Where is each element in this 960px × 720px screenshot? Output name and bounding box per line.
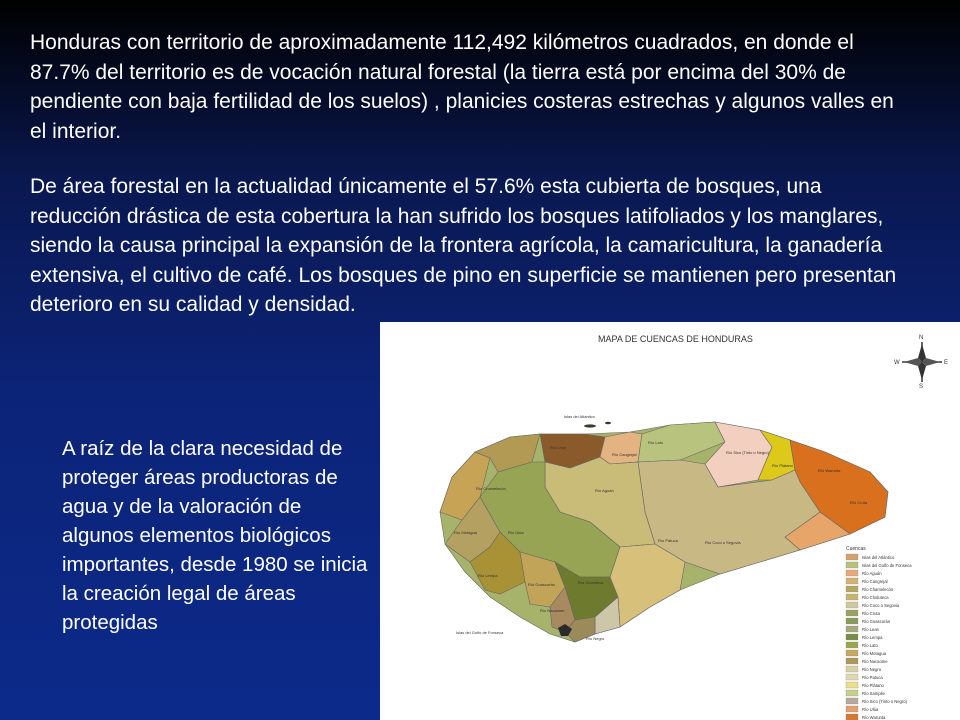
legend-label: Islas del Atlántico: [862, 555, 895, 560]
svg-text:Río Nacaome: Río Nacaome: [540, 608, 565, 613]
legend-swatch: [846, 634, 858, 640]
legend-swatch: [846, 642, 858, 648]
svg-text:Río Sico (Tinto o Negro): Río Sico (Tinto o Negro): [726, 450, 769, 455]
svg-text:Río Chamelecón: Río Chamelecón: [476, 486, 506, 491]
svg-text:Río Motagua: Río Motagua: [454, 530, 477, 535]
svg-text:Río Lean: Río Lean: [550, 445, 567, 450]
legend-swatch: [846, 626, 858, 632]
legend-label: Islas del Golfo de Fonseca: [862, 563, 912, 568]
legend-swatch: [846, 618, 858, 624]
svg-text:N: N: [919, 335, 924, 341]
svg-text:Río Plátano: Río Plátano: [772, 463, 793, 468]
legend-swatch: [846, 690, 858, 696]
legend-label: Río Sampile: [862, 691, 885, 696]
map-title: MAPA DE CUENCAS DE HONDURAS: [598, 334, 753, 344]
svg-text:Río Cangrejal: Río Cangrejal: [612, 452, 637, 457]
legend-swatch: [846, 682, 858, 688]
legend-label: Río Lempa: [862, 635, 883, 640]
legend-label: Río Motagua: [862, 651, 886, 656]
svg-text:Río Patuca: Río Patuca: [658, 538, 678, 543]
map-legend: [846, 554, 912, 720]
label-islas-atlantico: Islas del Atlántico: [564, 414, 595, 419]
legend-swatch: [846, 570, 858, 576]
legend-swatch: [846, 714, 858, 720]
legend-swatch: [846, 554, 858, 560]
compass-icon: [894, 335, 948, 390]
legend-label: Río Negro: [862, 667, 882, 672]
legend-label: Río Ulúa: [862, 707, 879, 712]
svg-text:Río Lempa: Río Lempa: [478, 573, 498, 578]
legend-swatch: [846, 706, 858, 712]
label-islas-fonseca: Islas del Golfo de Fonseca: [456, 630, 504, 635]
legend-swatch: [846, 674, 858, 680]
legend-swatch: [846, 602, 858, 608]
intro-paragraph: Honduras con territorio de aproximadamente 112,492 kilómetros cuadrados, en donde el 87.7% del territorio es de vocación natural forestal (la tierra está por encima del 30% de pendiente con baja fertilidad de los suelos) , planicies costeras estrechas y algunos valles en el interior.: [30, 31, 894, 143]
legend-label: Río Lato: [862, 643, 878, 648]
legend-label: Río Chamelecón: [862, 587, 894, 592]
legend-swatch: [846, 666, 858, 672]
svg-text:Río Warunta: Río Warunta: [818, 468, 841, 473]
bay-islands: [584, 424, 596, 427]
legend-label: Río Aguán: [862, 571, 882, 576]
svg-text:Río Aguán: Río Aguán: [595, 488, 614, 493]
svg-text:Río Cruta: Río Cruta: [850, 500, 868, 505]
svg-text:W: W: [894, 360, 900, 366]
forest-paragraph: De área forestal en la actualidad únicamente el 57.6% esta cubierta de bosques, una reducción drástica de esta cobertura la han sufrido los bosques latifoliados y los manglares, siendo la causa principal la expansión de la frontera agrícola, la camaricultura, la ganadería extensiva, el cultivo de café. Los bosques de pino en superficie se mantienen pero presentan deterioro en su calidad y densidad.: [30, 175, 897, 316]
legend-label: Río Sico (Tinto o Negro): [862, 699, 907, 704]
legend-label: Río Nacaome: [862, 659, 888, 664]
legend-label: Río Choluteca: [862, 595, 889, 600]
svg-text:Río Ulúa: Río Ulúa: [508, 530, 524, 535]
legend-label: Río Coco o Segovia: [862, 603, 900, 608]
legend-label: Río Cruta: [862, 611, 880, 616]
legend-swatch: [846, 586, 858, 592]
svg-text:E: E: [944, 360, 949, 366]
legend-label: Río Patuca: [862, 675, 883, 680]
legend-swatch: [846, 562, 858, 568]
legend-label: Río Lean: [862, 627, 879, 632]
legend-label: Río Cangrejal: [862, 579, 888, 584]
legend-swatch: [846, 594, 858, 600]
legend-swatch: [846, 658, 858, 664]
svg-text:Río Coco o Segovia: Río Coco o Segovia: [705, 540, 741, 545]
svg-text:S: S: [919, 384, 924, 390]
legend-label: Río Plátano: [862, 683, 884, 688]
svg-text:Río Choluteca: Río Choluteca: [578, 580, 604, 585]
legend-swatch: [846, 610, 858, 616]
legend-swatch: [846, 578, 858, 584]
protected-areas-paragraph: A raíz de la clara necesidad de proteger áreas productoras de agua y de la valoración de algunos elementos biológicos importantes, desde 1980 se inicia la creación legal de áreas protegidas: [62, 437, 368, 634]
svg-text:Río Lato: Río Lato: [648, 440, 664, 445]
legend-label: Río Warunta: [862, 715, 886, 720]
svg-text:Río Goascorán: Río Goascorán: [528, 582, 555, 587]
legend-label: Río Goascorán: [862, 619, 891, 624]
legend-title: Cuencas: [846, 546, 866, 552]
legend-swatch: [846, 698, 858, 704]
legend-swatch: [846, 650, 858, 656]
basin-map: [380, 322, 960, 720]
svg-text:Río Negro: Río Negro: [586, 636, 605, 641]
